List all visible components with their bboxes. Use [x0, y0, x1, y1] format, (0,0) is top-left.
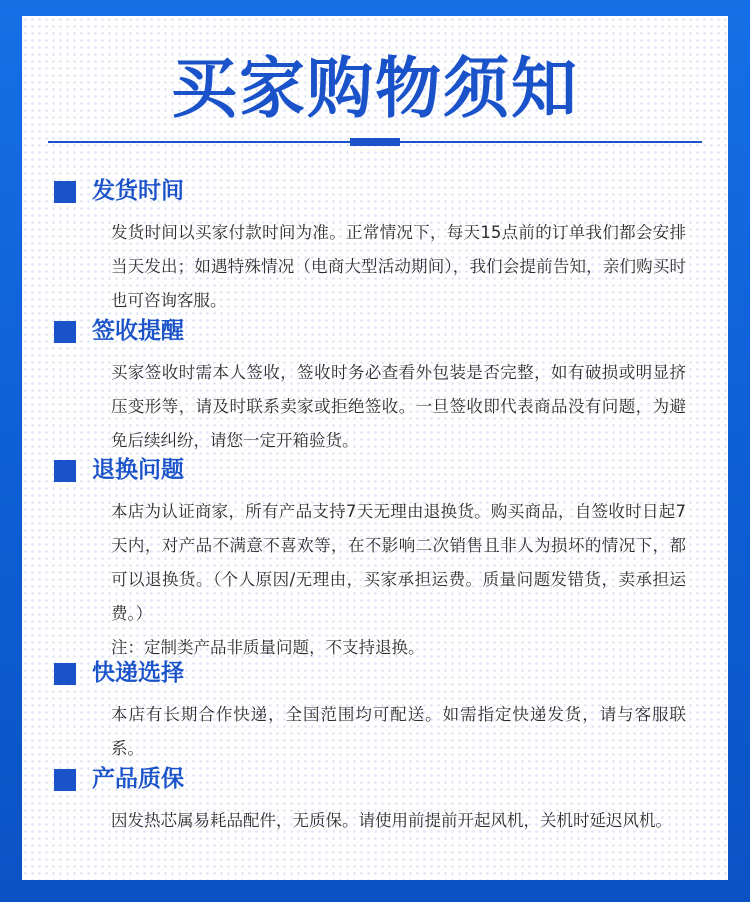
- square-bullet-icon: [54, 460, 76, 482]
- section-text: 本店为认证商家，所有产品支持7天无理由退换货。购买商品，自签收时日起7天内，对产品不满意不喜欢等，在不影响二次销售且非人为损坏的情况下，都可以退换货。（个人原因/无理由，买家承担运费。质量问题发错货，卖承担运费。）: [111, 502, 686, 623]
- title-divider-accent: [350, 138, 400, 146]
- section-warranty: [22, 766, 728, 830]
- section-header: [22, 318, 728, 352]
- square-bullet-icon: [54, 321, 76, 343]
- section-body: 因发热芯属易耗品配件，无质保。请使用前提前开起风机，关机时延迟风机。: [111, 811, 672, 830]
- square-bullet-icon: [54, 181, 76, 203]
- notice-panel: [22, 16, 728, 880]
- section-body: 发货时间以买家付款时间为准。正常情况下，每天15点前的订单我们都会安排当天发出；如遇特殊情况（电商大型活动期间），我们会提前告知，亲们购买时也可咨询客服。: [111, 223, 686, 310]
- section-courier: [22, 660, 728, 758]
- square-bullet-icon: [54, 663, 76, 685]
- section-header: [22, 660, 728, 694]
- section-heading: 签收提醒: [92, 318, 184, 344]
- section-note: 注：定制类产品非质量问题，不支持退换。: [111, 638, 425, 657]
- section-returns: [22, 457, 728, 657]
- section-body: [111, 495, 686, 665]
- square-bullet-icon: [54, 769, 76, 791]
- section-receipt-reminder: [22, 318, 728, 450]
- section-heading: 退换问题: [92, 457, 184, 483]
- section-heading: 快递选择: [92, 660, 184, 686]
- section-header: [22, 766, 728, 800]
- section-heading: 产品质保: [92, 766, 184, 792]
- section-shipping-time: [22, 178, 728, 310]
- section-heading: 发货时间: [92, 178, 184, 204]
- section-header: [22, 178, 728, 212]
- section-body: 买家签收时需本人签收，签收时务必查看外包装是否完整，如有破损或明显挤压变形等，请及时联系卖家或拒绝签收。一旦签收即代表商品没有问题，为避免后续纠纷，请您一定开箱验货。: [111, 363, 686, 450]
- section-body: 本店有长期合作快递，全国范围均可配送。如需指定快递发货，请与客服联系。: [111, 705, 686, 758]
- page-title: 买家购物须知: [171, 50, 579, 127]
- section-header: [22, 457, 728, 491]
